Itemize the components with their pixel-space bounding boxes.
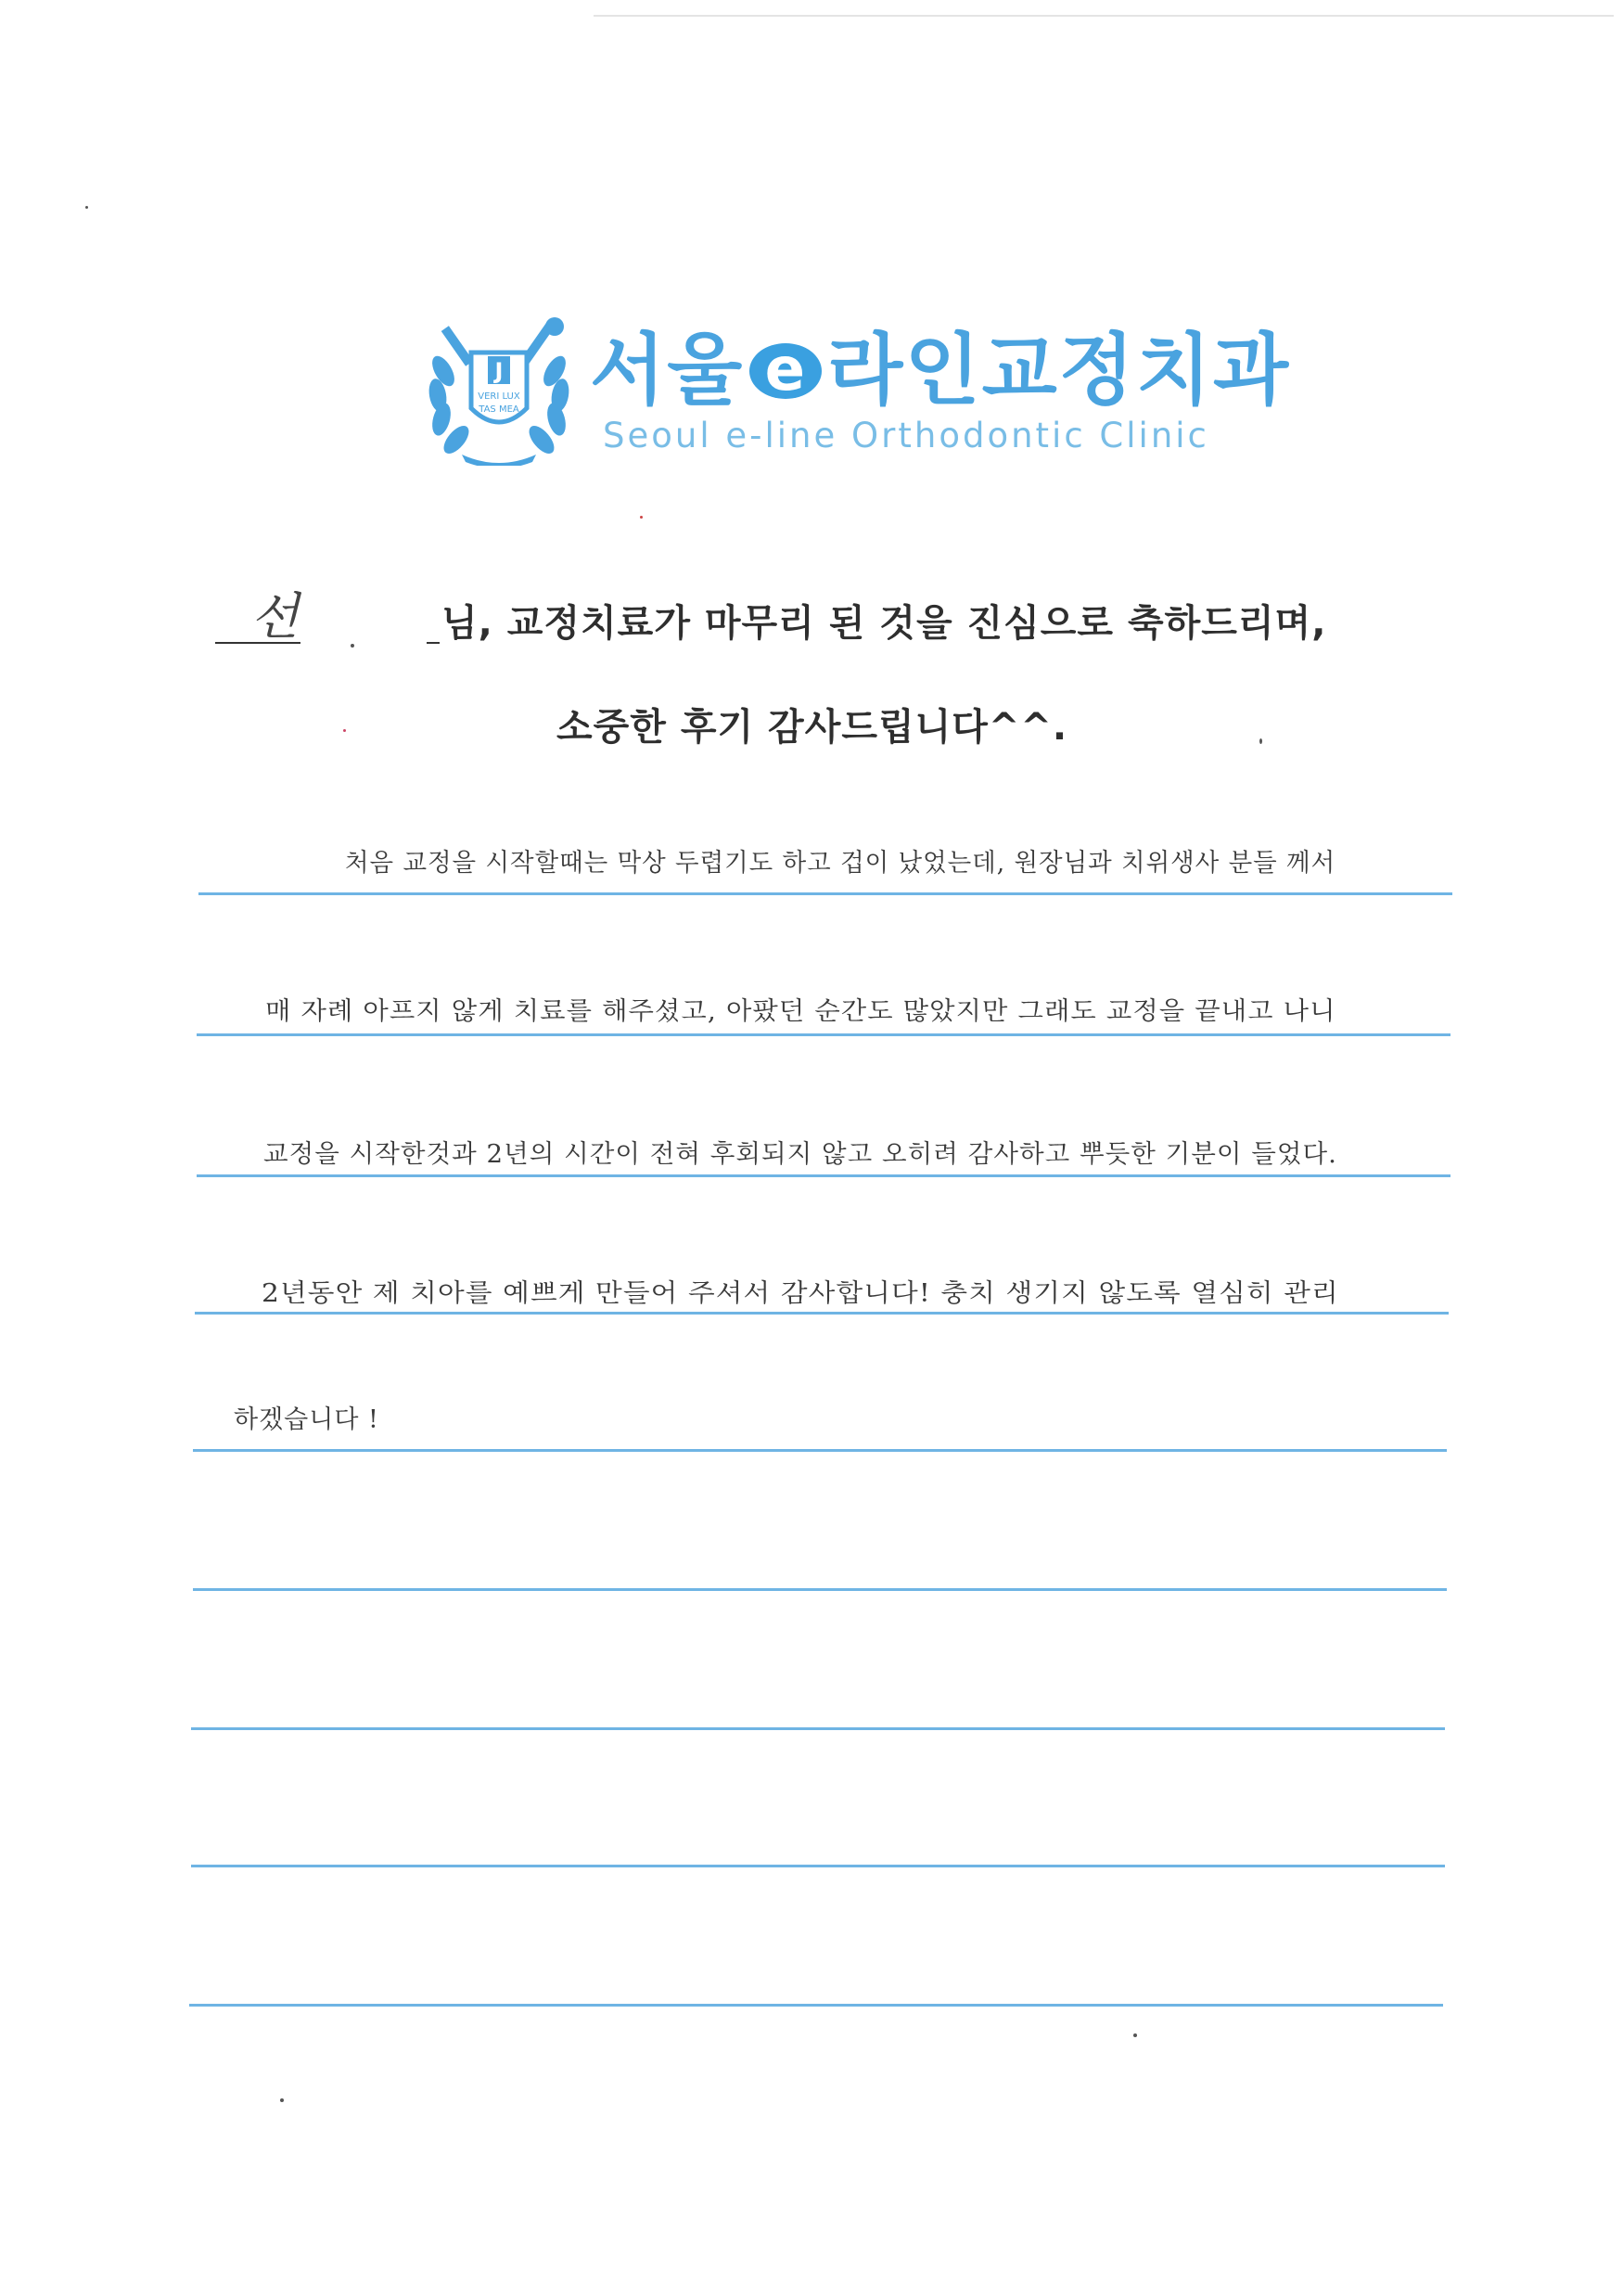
emblem-motto-2: TAS MEA <box>479 404 519 415</box>
emblem-motto-1: VERI LUX <box>478 391 520 402</box>
ruled-line <box>193 1449 1447 1452</box>
review-line: 처음 교정을 시작할때는 막상 두렵기도 하고 겁이 났었는데, 원장님과 치위생사 분들 께서 <box>345 849 1336 878</box>
scan-speck <box>280 2098 284 2102</box>
ruled-line <box>198 892 1452 895</box>
ruled-line <box>191 1727 1445 1730</box>
emblem-letter: J <box>494 358 504 384</box>
scan-edge-line <box>594 15 1614 17</box>
patient-name-handwritten: 선 <box>250 587 300 646</box>
clinic-english-name: Seoul e-line Orthodontic Clinic <box>603 416 1209 455</box>
ruled-line <box>189 2004 1443 2007</box>
name-underline-end <box>427 642 440 644</box>
greeting-line-1: 님, 교정치료가 마무리 된 것을 진심으로 축하드리며, <box>441 602 1327 645</box>
ruled-line <box>191 1865 1445 1867</box>
greeting-line-2: 소중한 후기 감사드립니다^^. <box>556 706 1068 749</box>
clinic-name-prefix: 서울 <box>590 325 745 416</box>
scan-speck <box>1133 2033 1137 2037</box>
scan-speck <box>1259 738 1262 744</box>
review-line: 하겠습니다 ! <box>234 1405 379 1434</box>
scan-speck <box>640 516 643 519</box>
scan-speck <box>85 206 88 209</box>
scan-speck <box>351 644 354 648</box>
ruled-line <box>197 1174 1450 1177</box>
clinic-name-e-badge: e <box>749 343 822 399</box>
review-line: 2년동안 제 치아를 예쁘게 만들어 주셔서 감사합니다! 충치 생기지 않도록 열심히 관리 <box>262 1279 1339 1308</box>
scan-speck <box>343 729 346 732</box>
clinic-emblem-icon <box>425 315 573 466</box>
ruled-line <box>197 1033 1450 1036</box>
review-line: 교정을 시작한것과 2년의 시간이 전혀 후회되지 않고 오히려 감사하고 뿌듯한 기분이 들었다. <box>263 1140 1337 1169</box>
clinic-name <box>590 319 1290 421</box>
review-line: 매 자례 아프지 않게 치료를 해주셨고, 아팠던 순간도 많았지만 그래도 교정을 끝내고 나니 <box>265 997 1336 1026</box>
ruled-line <box>195 1312 1449 1315</box>
clinic-name-suffix: 라인교정치과 <box>827 325 1291 416</box>
ruled-line <box>193 1588 1447 1591</box>
